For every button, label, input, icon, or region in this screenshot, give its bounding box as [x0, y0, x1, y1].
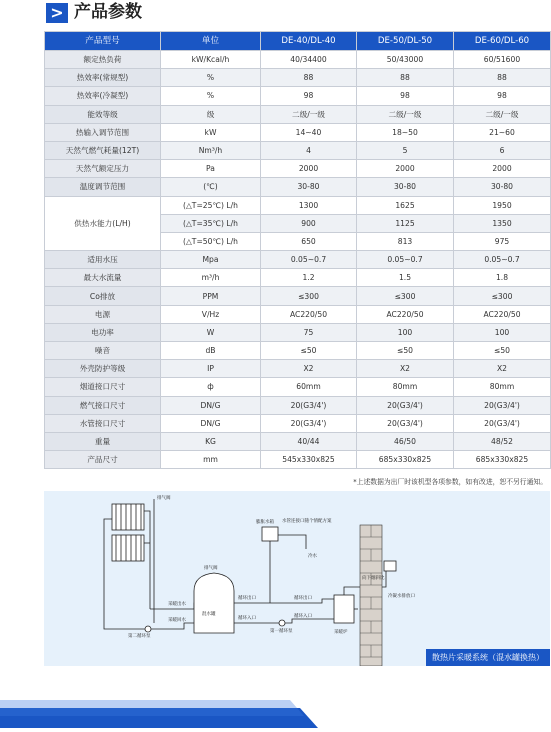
row-unit: kW/Kcal/h — [161, 51, 261, 69]
value-cell: ≤300 — [357, 287, 454, 305]
label-circ-out: 循环出口 — [238, 596, 256, 601]
row-label: 水管接口尺寸 — [45, 414, 161, 432]
table-row — [45, 287, 551, 305]
label-circ-in-2: 循环入口 — [294, 614, 312, 619]
value-cell: 48/52 — [454, 432, 551, 450]
table-row — [45, 451, 551, 469]
table-row — [45, 105, 551, 123]
value-cell: 20(G3/4') — [454, 414, 551, 432]
section-header — [0, 0, 551, 26]
header-cell: 产品型号 — [45, 32, 161, 51]
value-cell: 80mm — [357, 378, 454, 396]
label-pump2: 第二循环泵 — [128, 634, 151, 639]
row-label: 噪音 — [45, 342, 161, 360]
row-label: 燃气接口尺寸 — [45, 396, 161, 414]
row-unit: ф — [161, 378, 261, 396]
row-unit: Nm³/h — [161, 141, 261, 159]
header-cell: 单位 — [161, 32, 261, 51]
value-cell: 1950 — [454, 196, 551, 214]
table-row — [45, 360, 551, 378]
boiler-icon — [334, 595, 354, 623]
value-cell: 685x330x825 — [357, 451, 454, 469]
row-unit: % — [161, 69, 261, 87]
diagram-caption: 散热片采暖系统（混水罐换热） — [426, 649, 550, 666]
value-cell: 100 — [357, 323, 454, 341]
value-cell: 50/43000 — [357, 51, 454, 69]
value-cell: 650 — [261, 232, 357, 250]
table-row — [45, 432, 551, 450]
row-label: 热效率(冷凝型) — [45, 87, 161, 105]
value-cell: 20(G3/4') — [261, 396, 357, 414]
label-vent-top: 排气阀 — [157, 496, 171, 501]
value-cell: 60mm — [261, 378, 357, 396]
pump-icon — [145, 626, 151, 632]
value-cell: 1125 — [357, 214, 454, 232]
row-label: 热效率(常规型) — [45, 69, 161, 87]
row-label: 天然气额定压力 — [45, 160, 161, 178]
value-cell: 二级/一级 — [261, 105, 357, 123]
value-cell: 1.2 — [261, 269, 357, 287]
value-cell: 88 — [357, 69, 454, 87]
chimney-icon — [360, 525, 382, 666]
value-cell: 98 — [261, 87, 357, 105]
value-cell: 40/34400 — [261, 51, 357, 69]
label-expansion-tank: 膨胀水箱 — [256, 520, 274, 525]
value-cell: 30-80 — [261, 178, 357, 196]
value-cell: 2000 — [454, 160, 551, 178]
value-cell: 1625 — [357, 196, 454, 214]
row-label: 天然气燃气耗量(12T) — [45, 141, 161, 159]
value-cell: 14~40 — [261, 123, 357, 141]
value-cell: 二级/一级 — [454, 105, 551, 123]
value-cell: 545x330x825 — [261, 451, 357, 469]
value-cell: 20(G3/4') — [357, 414, 454, 432]
table-row — [45, 123, 551, 141]
piping-schematic — [44, 491, 550, 666]
value-cell: 40/44 — [261, 432, 357, 450]
value-cell: 88 — [261, 69, 357, 87]
label-circ-in: 循环入口 — [238, 616, 256, 621]
row-label: 额定热负荷 — [45, 51, 161, 69]
value-cell: 20(G3/4') — [357, 396, 454, 414]
row-unit: (△T=35℃) L/h — [161, 214, 261, 232]
value-cell: ≤50 — [357, 342, 454, 360]
value-cell: 5 — [357, 141, 454, 159]
label-vent-tank: 排气阀 — [204, 566, 218, 571]
row-label: 能效等级 — [45, 105, 161, 123]
value-cell: 21~60 — [454, 123, 551, 141]
row-unit: (△T=50℃) L/h — [161, 232, 261, 250]
value-cell: ≤50 — [261, 342, 357, 360]
chevron-right-icon: > — [46, 3, 68, 23]
row-unit: V/Hz — [161, 305, 261, 323]
value-cell: 20(G3/4') — [261, 414, 357, 432]
expansion-tank-icon — [262, 527, 278, 541]
row-label: 热输入调节范围 — [45, 123, 161, 141]
spec-table — [44, 31, 551, 469]
label-pump1: 第一循环泵 — [270, 629, 293, 634]
mix-tank-icon — [194, 573, 234, 633]
value-cell: 98 — [357, 87, 454, 105]
table-row — [45, 414, 551, 432]
row-label: 电源 — [45, 305, 161, 323]
row-unit: PPM — [161, 287, 261, 305]
value-cell: ≤300 — [261, 287, 357, 305]
value-cell: AC220/50 — [357, 305, 454, 323]
value-cell: 0.05~0.7 — [261, 251, 357, 269]
value-cell: ≤300 — [454, 287, 551, 305]
value-cell: 2000 — [261, 160, 357, 178]
row-unit: KG — [161, 432, 261, 450]
row-label: 烟道接口尺寸 — [45, 378, 161, 396]
value-cell: 46/50 — [357, 432, 454, 450]
value-cell: 4 — [261, 141, 357, 159]
table-row — [45, 269, 551, 287]
value-cell: 685x330x825 — [454, 451, 551, 469]
table-row — [45, 196, 551, 214]
system-diagram — [44, 491, 550, 666]
row-label: 适用水压 — [45, 251, 161, 269]
row-unit: DN/G — [161, 396, 261, 414]
value-cell: 900 — [261, 214, 357, 232]
row-label: 温度调节范围 — [45, 178, 161, 196]
table-row — [45, 69, 551, 87]
section-title: 产品参数 — [74, 2, 142, 22]
table-row — [45, 251, 551, 269]
table-row — [45, 141, 551, 159]
value-cell: 1.5 — [357, 269, 454, 287]
table-row — [45, 305, 551, 323]
header-cell: DE-60/DL-60 — [454, 32, 551, 51]
value-cell: X2 — [357, 360, 454, 378]
value-cell: ≤50 — [454, 342, 551, 360]
row-unit: % — [161, 87, 261, 105]
table-header-row — [45, 32, 551, 51]
value-cell: 20(G3/4') — [454, 396, 551, 414]
radiator-icon — [112, 535, 144, 561]
value-cell: X2 — [454, 360, 551, 378]
table-row — [45, 342, 551, 360]
footer-decoration — [0, 700, 551, 728]
value-cell: 100 — [454, 323, 551, 341]
row-unit: Mpa — [161, 251, 261, 269]
value-cell: 0.05~0.7 — [357, 251, 454, 269]
table-row — [45, 160, 551, 178]
row-unit: m³/h — [161, 269, 261, 287]
row-unit: kW — [161, 123, 261, 141]
header-cell: DE-50/DL-50 — [357, 32, 454, 51]
value-cell: 1300 — [261, 196, 357, 214]
value-cell: 80mm — [454, 378, 551, 396]
row-label: 产品尺寸 — [45, 451, 161, 469]
header-cell: DE-40/DL-40 — [261, 32, 357, 51]
row-unit: IP — [161, 360, 261, 378]
row-label: 外壳防护等级 — [45, 360, 161, 378]
row-unit: (℃) — [161, 178, 261, 196]
value-cell: 75 — [261, 323, 357, 341]
value-cell: 2000 — [357, 160, 454, 178]
label-circ-out-2: 循环出口 — [294, 596, 312, 601]
footnote: *上述数据为出厂时该机型各项参数，如有改进，恕不另行通知。 — [353, 478, 547, 486]
label-heating-out: 采暖出水 — [168, 602, 186, 607]
label-boiler: 采暖炉 — [334, 630, 348, 635]
row-unit: (△T=25℃) L/h — [161, 196, 261, 214]
row-label: 供热水能力(L/H) — [45, 196, 161, 251]
value-cell: 60/51600 — [454, 51, 551, 69]
label-down-flue: 向下烟斜比 — [362, 576, 385, 581]
row-unit: 级 — [161, 105, 261, 123]
label-mix-tank: 混水罐 — [202, 612, 216, 617]
table-row — [45, 51, 551, 69]
row-label: 重量 — [45, 432, 161, 450]
pump-icon — [279, 620, 285, 626]
table-row — [45, 178, 551, 196]
label-condensate: 冷凝水排放口 — [388, 594, 415, 599]
row-label: Co排放 — [45, 287, 161, 305]
row-label: 最大水流量 — [45, 269, 161, 287]
row-unit: W — [161, 323, 261, 341]
row-label: 电功率 — [45, 323, 161, 341]
value-cell: 30-80 — [357, 178, 454, 196]
table-row — [45, 378, 551, 396]
value-cell: 1350 — [454, 214, 551, 232]
value-cell: 18~50 — [357, 123, 454, 141]
value-cell: 1.8 — [454, 269, 551, 287]
value-cell: 6 — [454, 141, 551, 159]
table-row — [45, 323, 551, 341]
value-cell: AC220/50 — [261, 305, 357, 323]
value-cell: AC220/50 — [454, 305, 551, 323]
value-cell: 88 — [454, 69, 551, 87]
value-cell: 98 — [454, 87, 551, 105]
row-unit: dB — [161, 342, 261, 360]
value-cell: X2 — [261, 360, 357, 378]
label-heating-return: 采暖回水 — [168, 618, 186, 623]
value-cell: 二级/一级 — [357, 105, 454, 123]
value-cell: 30-80 — [454, 178, 551, 196]
label-expansion-note: 水管连接口随个情配方案 — [282, 519, 332, 524]
row-unit: mm — [161, 451, 261, 469]
radiator-icon — [112, 504, 144, 530]
row-unit: DN/G — [161, 414, 261, 432]
value-cell: 813 — [357, 232, 454, 250]
table-row — [45, 396, 551, 414]
label-cold-water: 冷水 — [308, 554, 317, 559]
row-unit: Pa — [161, 160, 261, 178]
value-cell: 975 — [454, 232, 551, 250]
value-cell: 0.05~0.7 — [454, 251, 551, 269]
table-row — [45, 87, 551, 105]
